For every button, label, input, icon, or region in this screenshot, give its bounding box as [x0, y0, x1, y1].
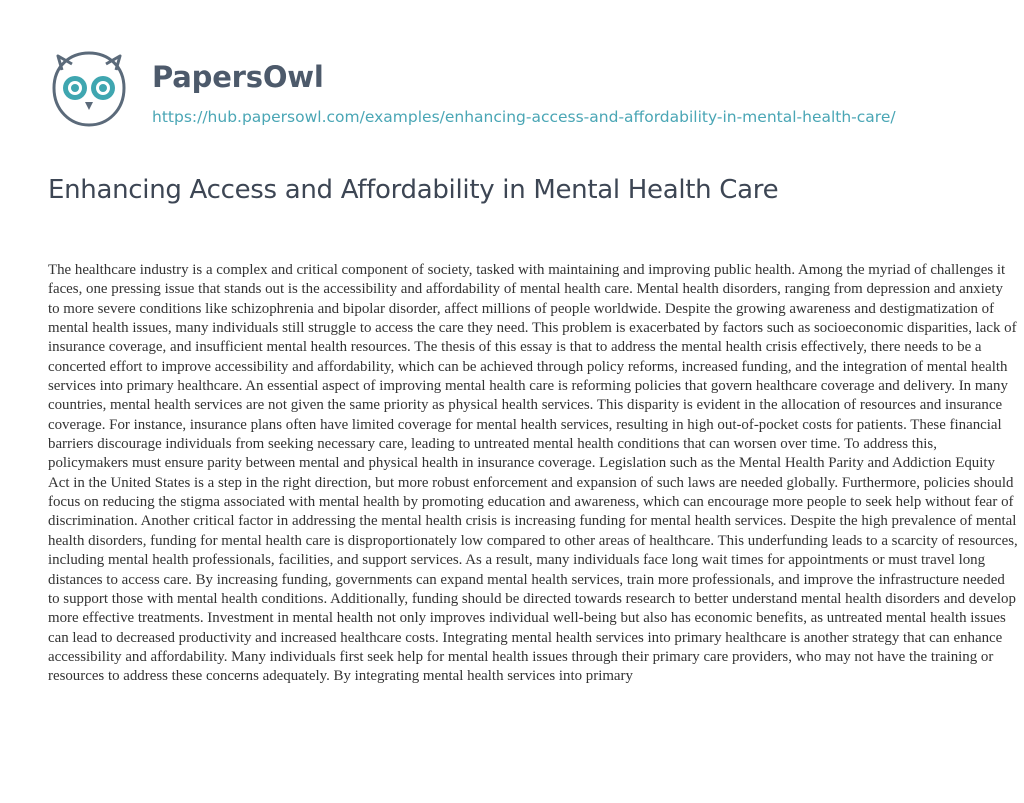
- site-header: [0, 0, 1024, 160]
- owl-logo-icon[interactable]: [48, 48, 130, 130]
- source-url-link[interactable]: https://hub.papersowl.com/examples/enhancing-access-and-affordability-in-mental-health-care/: [152, 108, 896, 126]
- owl-logo-icon-graphic: [48, 48, 130, 130]
- brand-name[interactable]: PapersOwl: [152, 60, 324, 94]
- document-body: The healthcare industry is a complex and critical component of society, tasked with maintaining and improving public health. Among the myriad of challenges it faces, one pressing issue that stands out is the accessibility and affordability of mental health care. Mental health disorders, ranging from depression and anxiety to more severe conditions like schizophrenia and bipolar disorder, affect millions of people worldwide. Despite the growing awareness and destigmatization of mental health issues, many individuals still struggle to access the care they need. This problem is exacerbated by factors such as socioeconomic disparities, lack of insurance coverage, and insufficient mental health resources. The thesis of this essay is that to address the mental health crisis effectively, there needs to be a concerted effort to improve accessibility and affordability, which can be achieved through policy reforms, increased funding, and the integration of mental health services into primary healthcare. An essential aspect of improving mental health care is reforming policies that govern healthcare coverage and delivery. In many countries, mental health services are not given the same priority as physical health services. This disparity is evident in the allocation of resources and insurance coverage. For instance, insurance plans often have limited coverage for mental health services, resulting in high out-of-pocket costs for patients. These financial barriers discourage individuals from seeking necessary care, leading to untreated mental health conditions that can worsen over time. To address this, policymakers must ensure parity between mental and physical health in insurance coverage. Legislation such as the Mental Health Parity and Addiction Equity Act in the United States is a step in the right direction, but more robust enforcement and expansion of such laws are needed globally. Furthermore, policies should focus on reducing the stigma associated with mental health by promoting education and awareness, which can encourage more people to seek help without fear of discrimination. Another critical factor in addressing the mental health crisis is increasing funding for mental health services. Despite the high prevalence of mental health disorders, funding for mental health care is disproportionately low compared to other areas of healthcare. This underfunding leads to a scarcity of resources, including mental health professionals, facilities, and support services. As a result, many individuals face long wait times for appointments or must travel long distances to access care. By increasing funding, governments can expand mental health services, train more professionals, and improve the infrastructure needed to support those with mental health conditions. Additionally, funding should be directed towards research to better understand mental health disorders and develop more effective treatments. Investment in mental health not only improves individual well-being but also has economic benefits, as untreated mental health issues can lead to decreased productivity and increased healthcare costs. Integrating mental health services into primary healthcare is another strategy that can enhance accessibility and affordability. Many individuals first seek help for mental health issues through their primary care providers, who may not have the training or resources to address these concerns adequately. By integrating mental health services into primary: [48, 262, 1018, 685]
- document-title: Enhancing Access and Affordability in Mental Health Care: [48, 175, 779, 205]
